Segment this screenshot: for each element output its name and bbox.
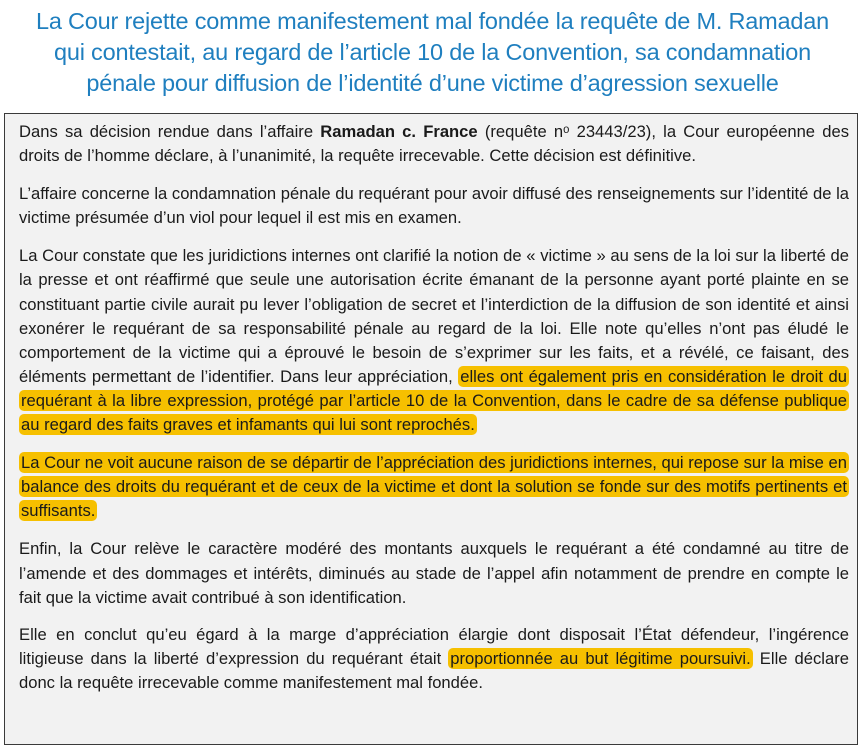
case-name: Ramadan c. France	[320, 122, 478, 141]
paragraph-case-subject	[19, 182, 849, 230]
paragraph-court-assessment	[19, 451, 849, 523]
press-release-body	[19, 120, 849, 695]
highlighted-passage: elles ont également pris en considération le droit du requérant à la libre expression, protégé par l’article 10 de la Convention, dans le cadre de sa défense publique au regard des faits graves et infamants qui lui sont reprochés.	[21, 366, 847, 435]
paragraph-conclusion	[19, 623, 849, 695]
title-line-1: La Cour rejette comme manifestement mal fondée la requête de M. Ramadan	[35, 8, 830, 34]
paragraph-decision-rest: (requête nᵒ 23443/23), la Cour européenne des droits de l’homme déclare, à l’unanimité, la requête irrecevable. Cette décision est définitive.	[19, 122, 850, 166]
title-line-3: pénale pour diffusion de l’identité d’une victime d’agression sexuelle	[86, 70, 779, 96]
press-release-box	[4, 113, 858, 745]
paragraph-domestic-courts	[19, 244, 849, 437]
highlighted-passage: La Cour ne voit aucune raison de se départir de l’appréciation des juridictions internes, qui repose sur la mise en balance des droits du requérant et de ceux de la victime et dont la solution se fonde sur des motifs pertinents et suffisants.	[21, 453, 847, 521]
paragraph-amounts	[19, 537, 849, 609]
paragraph-conclusion-rest: Elle déclare donc la requête irrecevable comme manifestement mal fondée.	[19, 648, 849, 692]
paragraph-case-subject-text: L’affaire concerne la condamnation pénale du requérant pour avoir diffusé des renseignements sur l’identité de la victime présumée d’un viol pour lequel il est mis en examen.	[19, 184, 849, 228]
paragraph-conclusion-intro: Elle en conclut qu’eu égard à la marge d’appréciation élargie dont disposait l’État défendeur, l’ingérence litigieuse dans la liberté d’expression du requérant était	[19, 624, 849, 668]
page-title	[0, 6, 865, 99]
paragraph-amounts-text: Enfin, la Cour relève le caractère modéré des montants auxquels le requérant a été condamné au titre de l’amende et des dommages et intérêts, diminués au stade de l’appel afin notamment de prendre en compte le fait que la victime avait contribué à son identification.	[19, 539, 849, 607]
highlighted-passage: proportionnée au but légitime poursuivi.	[450, 648, 751, 668]
paragraph-decision-intro: Dans sa décision rendue dans l’affaire	[19, 122, 321, 141]
title-line-2: qui contestait, au regard de l’article 10 de la Convention, sa condamnation	[53, 39, 812, 65]
paragraph-domestic-courts-text: La Cour constate que les juridictions internes ont clarifié la notion de « victime » au sens de la loi sur la liberté de la presse et ont réaffirmé que seule une autorisation écrite émanant de la personne ayant porté plainte en se constituant partie civile aurait pu lever l’obligation de secret et l’interdiction de la diffusion de son identité et ainsi exonérer le requérant de sa responsabilité pénale au regard de la loi. Elle note qu’elles n’ont pas éludé le comportement de la victime qui a éprouvé le besoin de s’exprimer sur les faits, et a révélé, ce faisant, des éléments permettant de l’identifier. Dans leur appréciation,	[19, 246, 849, 386]
paragraph-decision	[19, 120, 849, 168]
